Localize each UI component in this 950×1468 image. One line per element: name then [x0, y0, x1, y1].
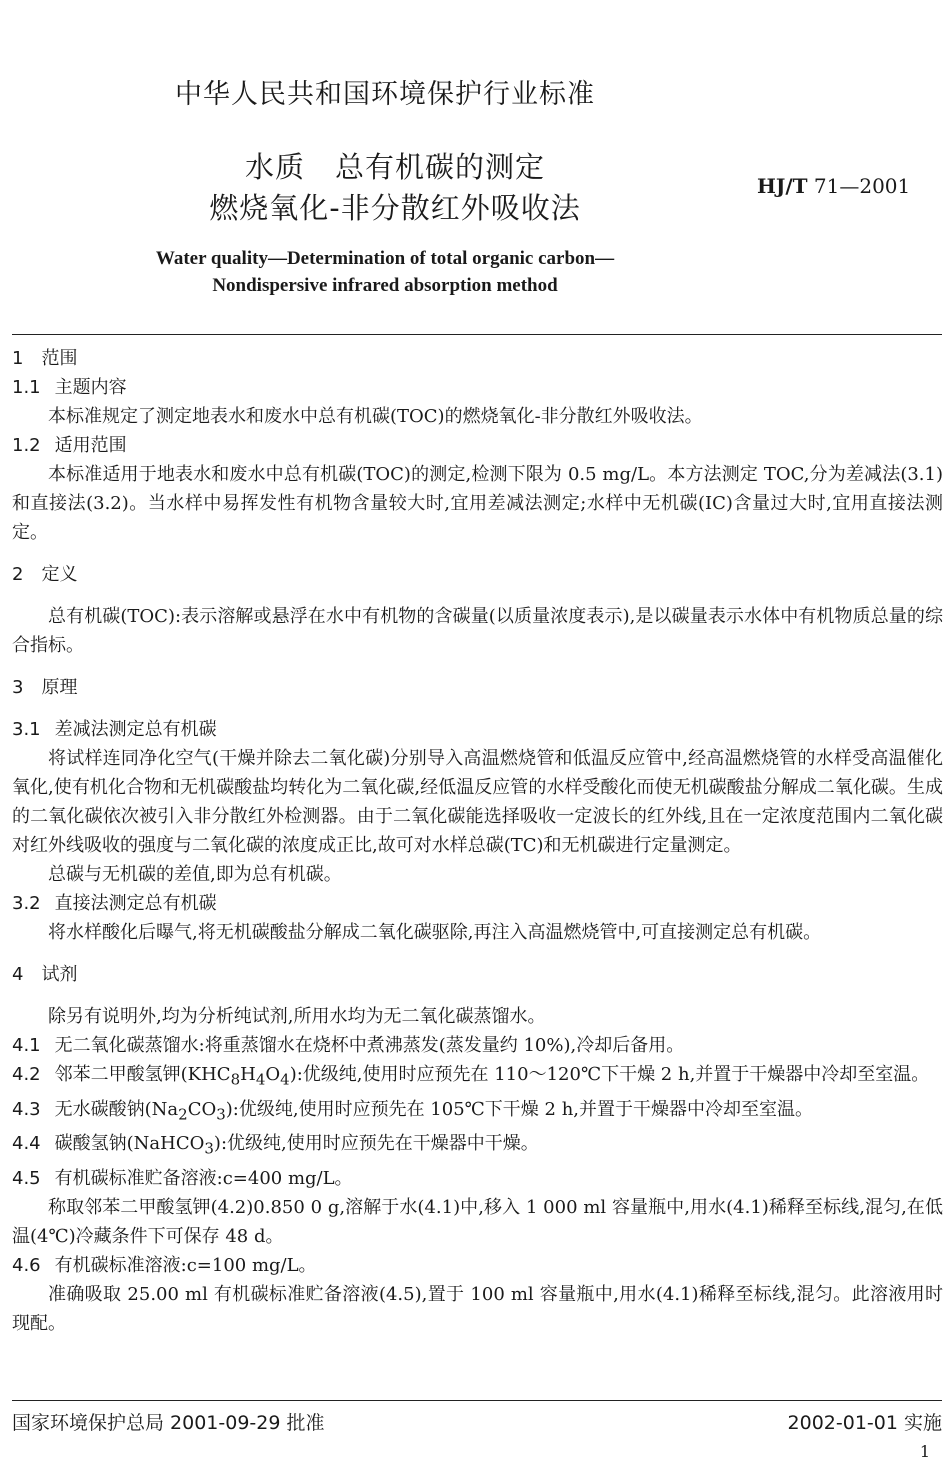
item-text: 邻苯二甲酸氢钾(KHC: [54, 1064, 231, 1085]
item-text: ):优级纯,使用时应预先在 110～120℃下干燥 2 h,并置于干燥器中冷却至室温。: [289, 1064, 930, 1085]
formula-subscript: 3: [204, 1139, 214, 1158]
section-title: 原理: [41, 677, 78, 698]
section-1-heading: [12, 344, 943, 373]
section-3-2-paragraph: 将水样酸化后曝气,将无机碳酸盐分解成二氧化碳驱除,再注入高温燃烧管中,可直接测定总有机碳。: [48, 922, 822, 943]
section-4-heading: [12, 960, 943, 989]
section-number: 4.2: [12, 1064, 41, 1085]
item-text: CO: [187, 1098, 217, 1120]
section-number: 4.6: [12, 1254, 41, 1276]
section-3-heading: [12, 673, 943, 702]
item-text: O: [265, 1064, 281, 1085]
section-number: 3: [12, 677, 24, 698]
section-title: 试剂: [41, 964, 78, 985]
item-text: 无水碳酸钠(Na: [54, 1098, 179, 1120]
item-text: ):优级纯,使用时应预先在干燥器中干燥。: [213, 1133, 539, 1155]
section-number: 4.5: [12, 1167, 41, 1189]
formula-subscript: 4: [255, 1070, 266, 1089]
section-title: 适用范围: [54, 435, 127, 456]
section-number: 4.4: [12, 1133, 41, 1155]
section-number: 4.1: [12, 1035, 41, 1056]
page-number: 1: [919, 1442, 930, 1461]
section-4-4-item: [12, 1129, 943, 1164]
standard-code-prefix: HJ/T: [757, 174, 808, 198]
section-1-1-heading: [12, 373, 943, 402]
section-4-6-paragraph: 准确吸取 25.00 ml 有机碳标准贮备溶液(4.5),置于 100 ml 容量瓶中,用水(4.1)稀释至标线,混匀。此溶液用时现配。: [12, 1283, 943, 1334]
section-3-1-paragraph: 将试样连同净化空气(干燥并除去二氧化碳)分别导入高温燃烧管和低温反应管中,经高温燃烧管的水样受高温催化氧化,使有机化合物和无机碳酸盐均转化为二氧化碳,经低温反应管的水样受酸化而使无机碳酸盐分解成二氧化碳。生成的二氧化碳依次被引入非分散红外检测器。由于二氧化碳能选择吸收一定波长的红外线,且在一定浓度范围内二氧化碳对红外线吸收的强度与二氧化碳的浓度成正比,故可对水样总碳(TC)和无机碳进行定量测定。: [12, 748, 943, 856]
section-number: 1: [12, 348, 24, 369]
section-1-2-paragraph: 本标准适用于地表水和废水中总有机碳(TOC)的测定,检测下限为 0.5 mg/L。本方法测定 TOC,分为差减法(3.1)和直接法(3.2)。当水样中易挥发性有机物含量较大时,宜用差减法测定;水样中无机碳(IC)含量过大时,宜用直接法测定。: [12, 464, 943, 543]
section-title: 直接法测定总有机碳: [54, 893, 217, 914]
section-title: 范围: [41, 348, 78, 369]
footer: [12, 1408, 942, 1435]
english-title-line1: Water quality—Determination of total organic carbon—: [155, 248, 615, 269]
section-number: 4: [12, 964, 24, 985]
item-text: 有机碳标准贮备溶液:c=400 mg/L。: [54, 1167, 353, 1189]
item-text: ):优级纯,使用时应预先在 105℃下干燥 2 h,并置于干燥器中冷却至室温。: [225, 1098, 814, 1120]
section-2-heading: [12, 560, 943, 589]
standard-code: [757, 174, 910, 198]
section-4-paragraph: 除另有说明外,均为分析纯试剂,所用水均为无二氧化碳蒸馏水。: [48, 1006, 546, 1027]
section-title: 差减法测定总有机碳: [54, 719, 217, 740]
section-number: 4.3: [12, 1098, 41, 1120]
english-title-line2: Nondispersive infrared absorption method: [212, 275, 558, 296]
section-4-5-item: [12, 1164, 943, 1193]
section-1-1-paragraph: 本标准规定了测定地表水和废水中总有机碳(TOC)的燃烧氧化-非分散红外吸收法。: [48, 406, 703, 427]
section-title: 定义: [41, 564, 78, 585]
section-4-5-paragraph: 称取邻苯二甲酸氢钾(4.2)0.850 0 g,溶解于水(4.1)中,移入 1 000 ml 容量瓶中,用水(4.1)稀释至标线,混匀,在低温(4℃)冷藏条件下可保存 48 d。: [12, 1196, 943, 1247]
item-text: H: [240, 1064, 256, 1085]
section-number: 1.1: [12, 377, 41, 398]
section-number: 3.1: [12, 719, 41, 740]
footer-divider: [12, 1400, 942, 1401]
formula-subscript: 8: [230, 1070, 241, 1089]
section-3-1-heading: [12, 715, 943, 744]
section-4-3-item: [12, 1095, 943, 1130]
section-number: 1.2: [12, 435, 41, 456]
header-divider: [12, 334, 942, 335]
approval-date: 国家环境保护总局 2001-09-29 批准: [12, 1412, 325, 1434]
formula-subscript: 3: [216, 1105, 226, 1124]
document-title-line2: 燃烧氧化-非分散红外吸收法: [209, 191, 581, 225]
section-3-2-heading: [12, 889, 943, 918]
formula-subscript: 2: [178, 1105, 188, 1124]
formula-subscript: 4: [280, 1070, 290, 1089]
document-body: [12, 344, 943, 1338]
section-3-1-paragraph-2: 总碳与无机碳的差值,即为总有机碳。: [48, 864, 342, 885]
section-4-2-item: [12, 1060, 943, 1095]
item-text: 碳酸氢钠(NaHCO: [54, 1133, 205, 1155]
implementation-date: 2002-01-01 实施: [787, 1412, 942, 1434]
section-4-6-item: [12, 1251, 943, 1280]
section-4-1-item: [12, 1031, 943, 1060]
standard-category: 中华人民共和国环境保护行业标准: [175, 79, 595, 110]
item-text: 有机碳标准溶液:c=100 mg/L。: [54, 1254, 317, 1276]
item-text: 无二氧化碳蒸馏水:将重蒸馏水在烧杯中煮沸蒸发(蒸发量约 10%),冷却后备用。: [54, 1035, 685, 1056]
section-title: 主题内容: [54, 377, 127, 398]
standard-code-number: 71—2001: [813, 174, 911, 198]
section-number: 2: [12, 564, 24, 585]
section-2-paragraph: 总有机碳(TOC):表示溶解或悬浮在水中有机物的含碳量(以质量浓度表示),是以碳量表示水体中有机物质总量的综合指标。: [12, 606, 943, 656]
document-title-line1: 水质 总有机碳的测定: [244, 150, 545, 184]
section-1-2-heading: [12, 431, 943, 460]
section-number: 3.2: [12, 893, 41, 914]
